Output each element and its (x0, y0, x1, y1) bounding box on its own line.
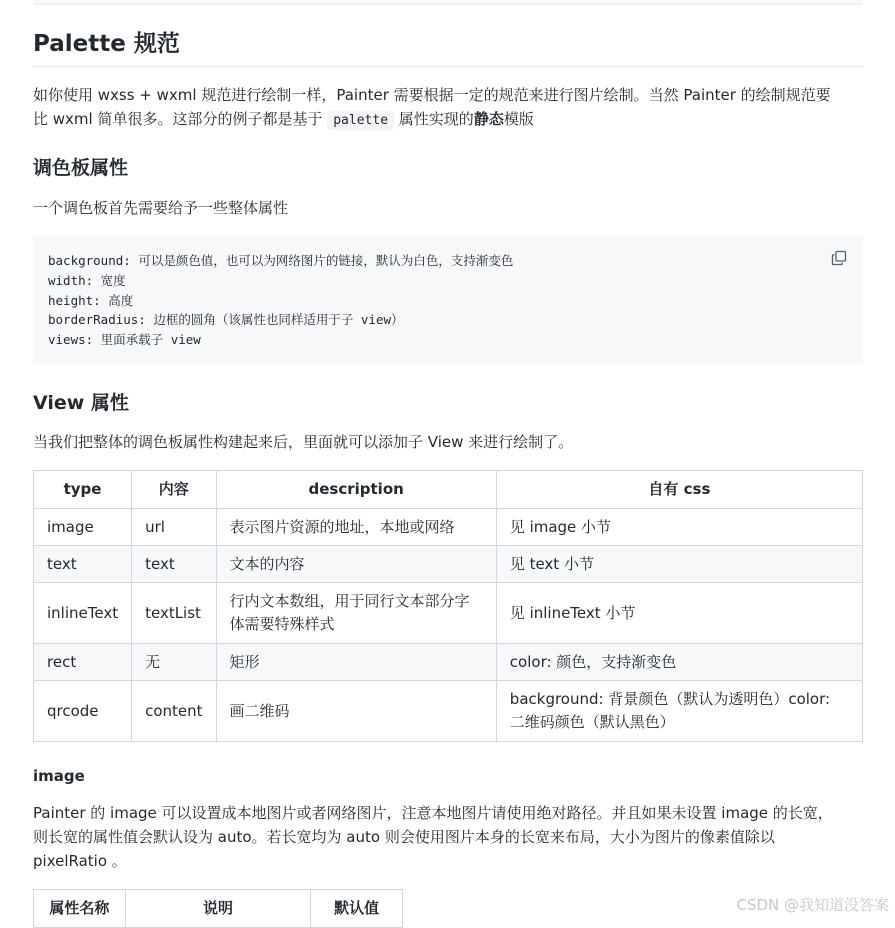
intro-text-b: 属性实现的 (394, 110, 474, 128)
table-cell: 见 inlineText 小节 (496, 583, 862, 644)
view-attrs-heading: View 属性 (33, 392, 129, 414)
code-line: width: 宽度 (48, 272, 126, 288)
table-cell: 行内文本数组，用于同行文本部分字体需要特殊样式 (216, 583, 496, 644)
view-attrs-table (33, 470, 863, 742)
palette-attrs-heading: 调色板属性 (33, 157, 129, 179)
table-cell: rect (34, 644, 132, 681)
image-paragraph-line1: Painter 的 image 可以设置成本地图片或者网络图片，注意本地图片请使用绝对路径。并且如果未设置 image 的长宽， (33, 804, 833, 822)
table-row (34, 509, 863, 546)
table-cell: 表示图片资源的地址，本地或网络 (216, 509, 496, 546)
title-divider (33, 66, 863, 67)
code-line: background: 可以是颜色值，也可以为网络图片的链接，默认为白色，支持渐变色 (48, 253, 514, 268)
table-cell: 见 text 小节 (496, 546, 862, 583)
table-cell: 文本的内容 (216, 546, 496, 583)
table-header: 默认值 (311, 890, 403, 928)
table-header: 属性名称 (34, 890, 126, 928)
table-cell: 画二维码 (216, 681, 496, 742)
table-header: description (216, 471, 496, 509)
table-cell: text (34, 546, 132, 583)
code-content (48, 251, 513, 350)
palette-code-block (33, 236, 863, 365)
table-cell: color: 颜色，支持渐变色 (496, 644, 862, 681)
table-cell: text (132, 546, 216, 583)
image-attrs-table (33, 889, 403, 928)
table-row (34, 583, 863, 644)
image-paragraph-line3: pixelRatio 。 (33, 852, 127, 870)
table-row (34, 681, 863, 742)
intro-bold-static: 静态 (473, 110, 504, 128)
section-title: Palette 规范 (33, 31, 180, 57)
copy-icon[interactable] (831, 250, 847, 266)
table-cell: textList (132, 583, 216, 644)
table-cell: background: 背景颜色（默认为透明色）color: 二维码颜色（默认黑色） (496, 681, 862, 742)
table-row (34, 546, 863, 583)
table-cell: qrcode (34, 681, 132, 742)
table-header-row (34, 890, 403, 928)
table-header: 说明 (125, 890, 310, 928)
image-heading: image (33, 767, 85, 785)
intro-text-c: 模版 (503, 110, 534, 128)
view-attrs-desc: 当我们把整体的调色板属性构建起来后，里面就可以添加子 View 来进行绘制了。 (33, 433, 574, 451)
table-header: 内容 (132, 471, 216, 509)
table-cell: 矩形 (216, 644, 496, 681)
table-cell: url (132, 509, 216, 546)
palette-inline-code: palette (327, 111, 394, 130)
csdn-watermark: CSDN @我知道没答案 (736, 896, 889, 914)
table-row (34, 644, 863, 681)
table-header: 自有 css (496, 471, 862, 509)
intro-paragraph-line2 (33, 107, 534, 133)
table-cell: 见 image 小节 (496, 509, 862, 546)
table-cell: image (34, 509, 132, 546)
palette-attrs-desc: 一个调色板首先需要给予一些整体属性 (33, 199, 289, 217)
code-line: height: 高度 (48, 292, 134, 308)
table-cell: content (132, 681, 216, 742)
code-line: views: 里面承载子 view (48, 332, 201, 348)
table-cell: inlineText (34, 583, 132, 644)
table-cell: 无 (132, 644, 216, 681)
code-line: borderRadius: 边框的圆角（该属性也同样适用于子 view） (48, 312, 404, 328)
intro-text-a: 比 wxml 简单很多。这部分的例子都是基于 (33, 110, 328, 128)
table-header: type (34, 471, 132, 509)
previous-block-edge (33, 0, 863, 5)
image-paragraph-line2: 则长宽的属性值会默认设为 auto。若长宽均为 auto 则会使用图片本身的长宽来布局，大小为图片的像素值除以 (33, 828, 775, 846)
intro-paragraph-line1: 如你使用 wxss + wxml 规范进行绘制一样，Painter 需要根据一定的规范来进行图片绘制。当然 Painter 的绘制规范要 (33, 86, 831, 104)
table-header-row (34, 471, 863, 509)
